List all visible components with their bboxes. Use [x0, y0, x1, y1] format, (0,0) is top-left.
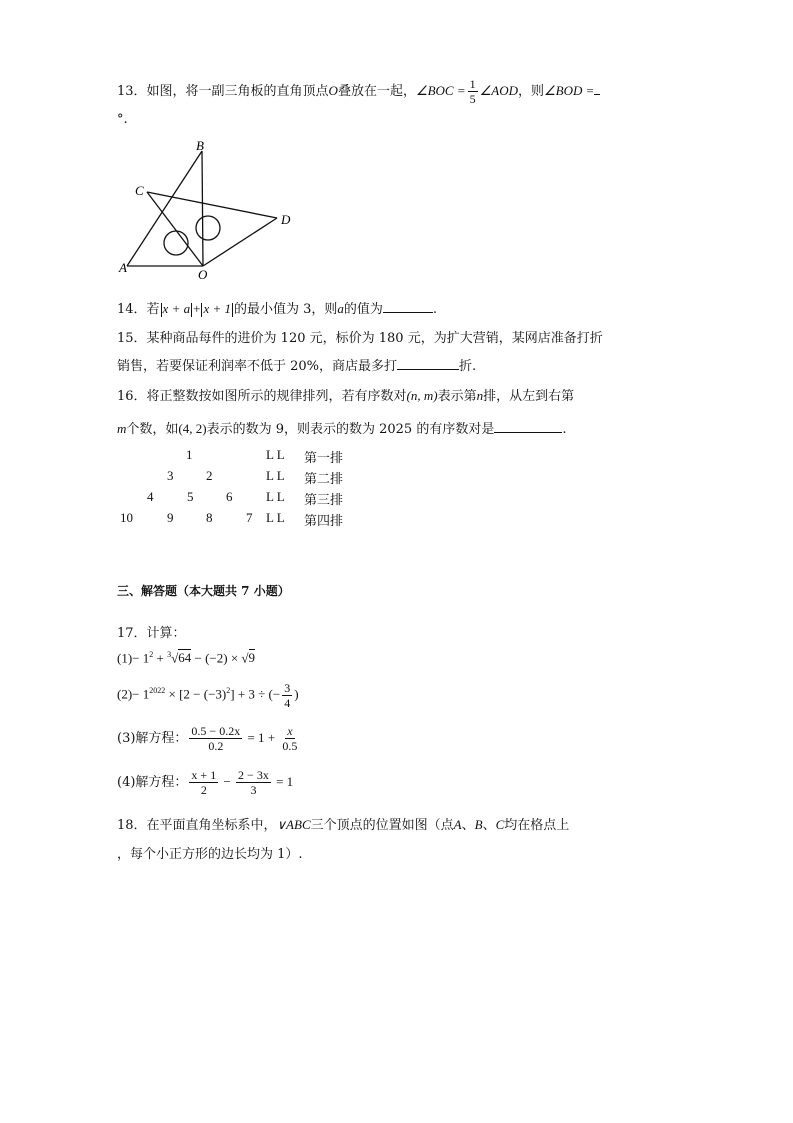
tri-num: 3: [167, 468, 174, 483]
tri-num: 2: [206, 468, 213, 483]
tri-num: 9: [167, 510, 174, 525]
tri-dots: L L: [266, 468, 285, 483]
q15-line2: 销售，若要保证利润率不低于 20%，商店最多打 折.: [117, 359, 477, 374]
q18-line2: ，每个小正方形的边长均为 1）.: [117, 847, 303, 862]
fraction: $\frac{2 - 3x}{3}$: [238, 768, 269, 797]
q17-part2: $(2)- 1^{2022} \times [2 - (-3)^2] + 3$ ÷ (− $\frac{3}{4}$ ): [117, 681, 299, 710]
q16-line1: 16．将正整数按如图所示的规律排列，若有序数对(n, m)表示第n排，从左到右第: [117, 388, 575, 404]
tri-row-label: 第三排: [304, 493, 344, 508]
label-c: C: [135, 183, 144, 198]
tri-num: 4: [147, 489, 154, 504]
tri-row-label: 第二排: [304, 472, 344, 487]
q17-part3: (3)解方程： $\frac{0.5 - 0.2x}{0.2}$ = 1 + $\frac{x}{0.5}$: [117, 724, 298, 753]
root-sign: √: [171, 650, 179, 666]
tri-dots: L L: [266, 510, 285, 525]
q15-line1: 15．某种商品每件的进价为 120 元，标价为 180 元，为扩大营销，某网店准备打折: [117, 331, 603, 346]
fraction: $\frac{3}{4}$: [284, 681, 291, 710]
q14-answer-blank[interactable]: [383, 300, 433, 313]
label-o: O: [198, 267, 208, 280]
tri-num: 8: [206, 510, 213, 525]
tri-dots: L L: [266, 489, 285, 504]
fraction: $\frac{0.5 - 0.2x}{0.2}$: [191, 724, 241, 753]
q13-answer-blank[interactable]: [594, 82, 600, 95]
q17-title: 17．计算：: [117, 626, 186, 641]
q14-line: 14．若 x + a + x + 1 的最小值为 3，则a的值为 .: [117, 301, 438, 317]
tri-dots: L L: [266, 447, 285, 462]
tri-row-label: 第一排: [304, 451, 344, 466]
tri-row-label: 第四排: [304, 514, 344, 529]
tri-num: 5: [187, 489, 194, 504]
q16-answer-blank[interactable]: [494, 420, 562, 433]
q15-answer-blank[interactable]: [397, 357, 459, 370]
number-triangle: [0, 447, 400, 537]
label-a: A: [119, 260, 127, 275]
label-b: B: [196, 138, 204, 153]
label-d: D: [281, 212, 291, 227]
section-heading: 三、解答题（本大题共 7 小题）: [117, 584, 290, 598]
tri-num: 6: [226, 489, 233, 504]
q18-line1: 18．在平面直角坐标系中，∨ABC三个顶点的位置如图（点A、B、C均在格点上: [117, 817, 570, 833]
q13-line1: 13．如图，将一副三角板的直角顶点O叠放在一起，∠BOC = $\frac{1}{5}$ ∠AOD，则∠BOD =: [117, 77, 600, 106]
q13-figure: [115, 135, 305, 280]
tri-num: 10: [120, 510, 133, 525]
fraction: $\frac{x}{0.5}$: [282, 724, 298, 753]
q17-part4: (4)解方程： $\frac{x + 1}{2}$ − $\frac{2 - 3x}{3}$ = 1: [117, 768, 294, 797]
tri-num: 1: [186, 447, 193, 462]
tri-num: 7: [246, 510, 253, 525]
root-sign: √: [241, 650, 249, 666]
q13-fraction: $\frac{1}{5}$: [469, 77, 476, 106]
q13-degree: °.: [117, 112, 128, 127]
q17-part1: $(1)- 1^2 + ^3√64 - (-2) \times √9$: [117, 650, 256, 666]
q16-line2: m个数，如(4, 2)表示的数为 9，则表示的数为 2025 的有序数对是 .: [117, 421, 567, 437]
fraction: $\frac{x + 1}{2}$: [191, 768, 217, 797]
